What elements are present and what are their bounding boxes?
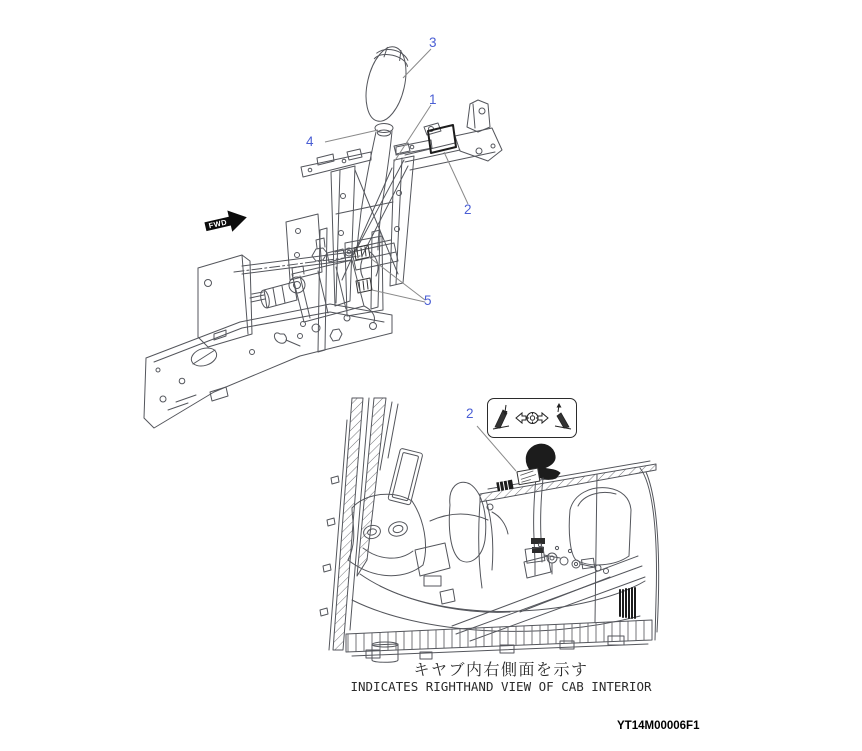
monitor-panel xyxy=(388,448,423,505)
left-bracket xyxy=(198,255,252,347)
callout-plate-assembly: 2 xyxy=(464,202,472,217)
floor-rail xyxy=(346,620,652,662)
fwd-arrow-icon xyxy=(204,208,248,237)
lever-push-icon xyxy=(493,405,509,429)
seat-pedestal xyxy=(415,543,455,604)
arrow-right-icon xyxy=(538,413,548,423)
callout-knob: 3 xyxy=(429,35,437,50)
callout-lever: 1 xyxy=(429,92,437,107)
mini-decal xyxy=(517,468,540,484)
knob-top-icon xyxy=(527,413,538,424)
cab-interior-drawing xyxy=(320,398,659,662)
decal-pictograms xyxy=(492,403,572,433)
cab-lever xyxy=(524,444,560,578)
grille xyxy=(620,588,635,618)
lever-knob xyxy=(359,43,412,125)
control-pattern-decal xyxy=(487,398,577,438)
fwd-label: FWD xyxy=(207,217,228,231)
door-panel xyxy=(569,468,658,640)
lever-assembly-drawing xyxy=(144,43,502,428)
callout-plate-cab: 2 xyxy=(466,406,474,421)
arrow-left-icon xyxy=(516,413,526,423)
caption-english: INDICATES RIGHTHAND VIEW OF CAB INTERIOR xyxy=(350,679,652,694)
lever-pull-icon xyxy=(555,403,571,429)
figure-code: YT14M00006F1 xyxy=(617,720,700,732)
callout-collar: 4 xyxy=(306,134,314,149)
callout-connectors: 5 xyxy=(424,293,432,308)
caption-japanese: キヤブ内右側面を示す xyxy=(413,660,589,679)
cab-pillar xyxy=(320,398,398,650)
